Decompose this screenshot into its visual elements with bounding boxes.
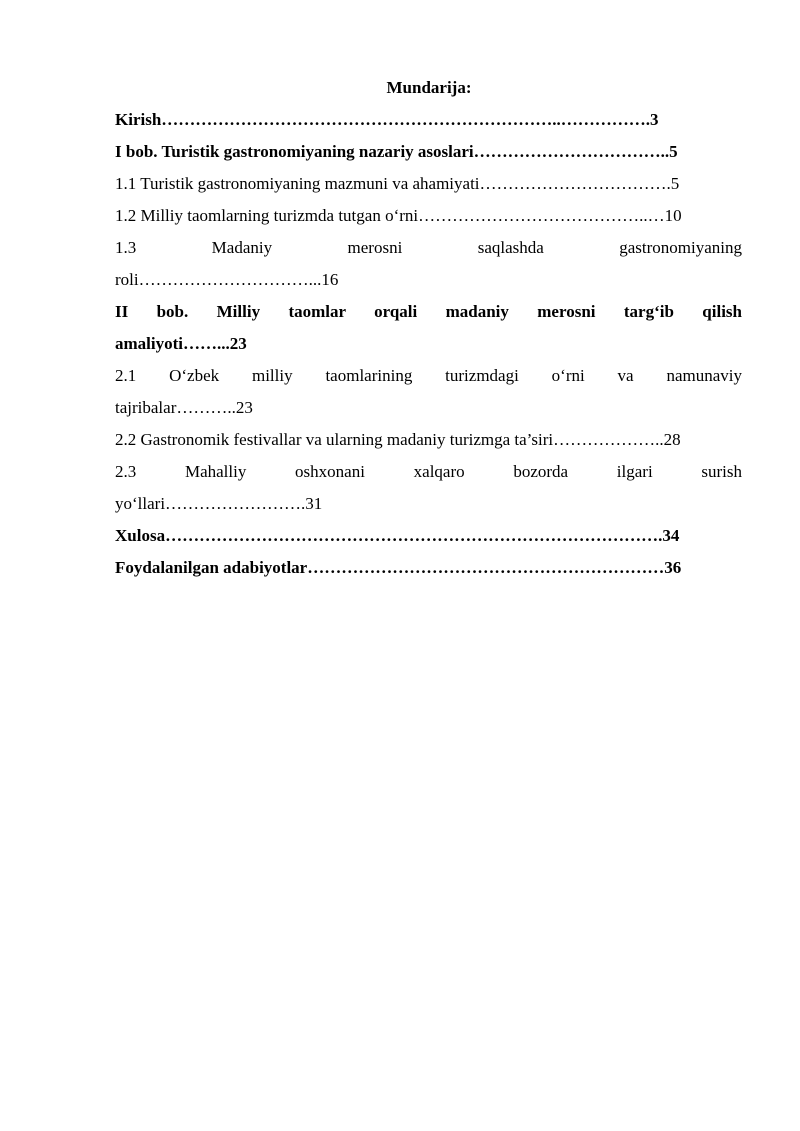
- table-of-contents: [115, 107, 742, 587]
- toc-line: II bob. Milliy taomlar orqali madaniy merosni targ‘ib qilish: [115, 302, 742, 321]
- toc-line: 1.3 Madaniy merosni saqlashda gastronomiyaning: [115, 238, 742, 257]
- toc-title: Mundarija:: [386, 78, 472, 97]
- toc-line: 1.2 Milliy taomlarning turizmda tutgan o‘rni…………………………………..…10: [115, 206, 682, 225]
- toc-line: Xulosa…………………………………………………………………………….34: [115, 526, 680, 545]
- toc-line: roli…………………………...16: [115, 270, 339, 289]
- toc-line: 2.3 Mahalliy oshxonani xalqaro bozorda ilgari surish: [115, 462, 742, 481]
- toc-line: amaliyoti……...23: [115, 334, 247, 353]
- toc-line: yo‘llari…………………….31: [115, 494, 323, 513]
- toc-line: I bob. Turistik gastronomiyaning nazariy asoslari……………………………..5: [115, 142, 678, 161]
- toc-line: 2.2 Gastronomik festivallar va ularning madaniy turizmga ta’siri………………..28: [115, 430, 681, 449]
- toc-line: 1.1 Turistik gastronomiyaning mazmuni va ahamiyati…………………………….5: [115, 174, 680, 193]
- toc-line: Foydalanilgan adabiyotlar………………………………………………………36: [115, 558, 682, 577]
- toc-line: 2.1 O‘zbek milliy taomlarining turizmdagi o‘rni va namunaviy: [115, 366, 742, 385]
- toc-line: tajribalar………..23: [115, 398, 253, 417]
- toc-line: Kirish……………………………………………………………..…………….3: [115, 110, 659, 129]
